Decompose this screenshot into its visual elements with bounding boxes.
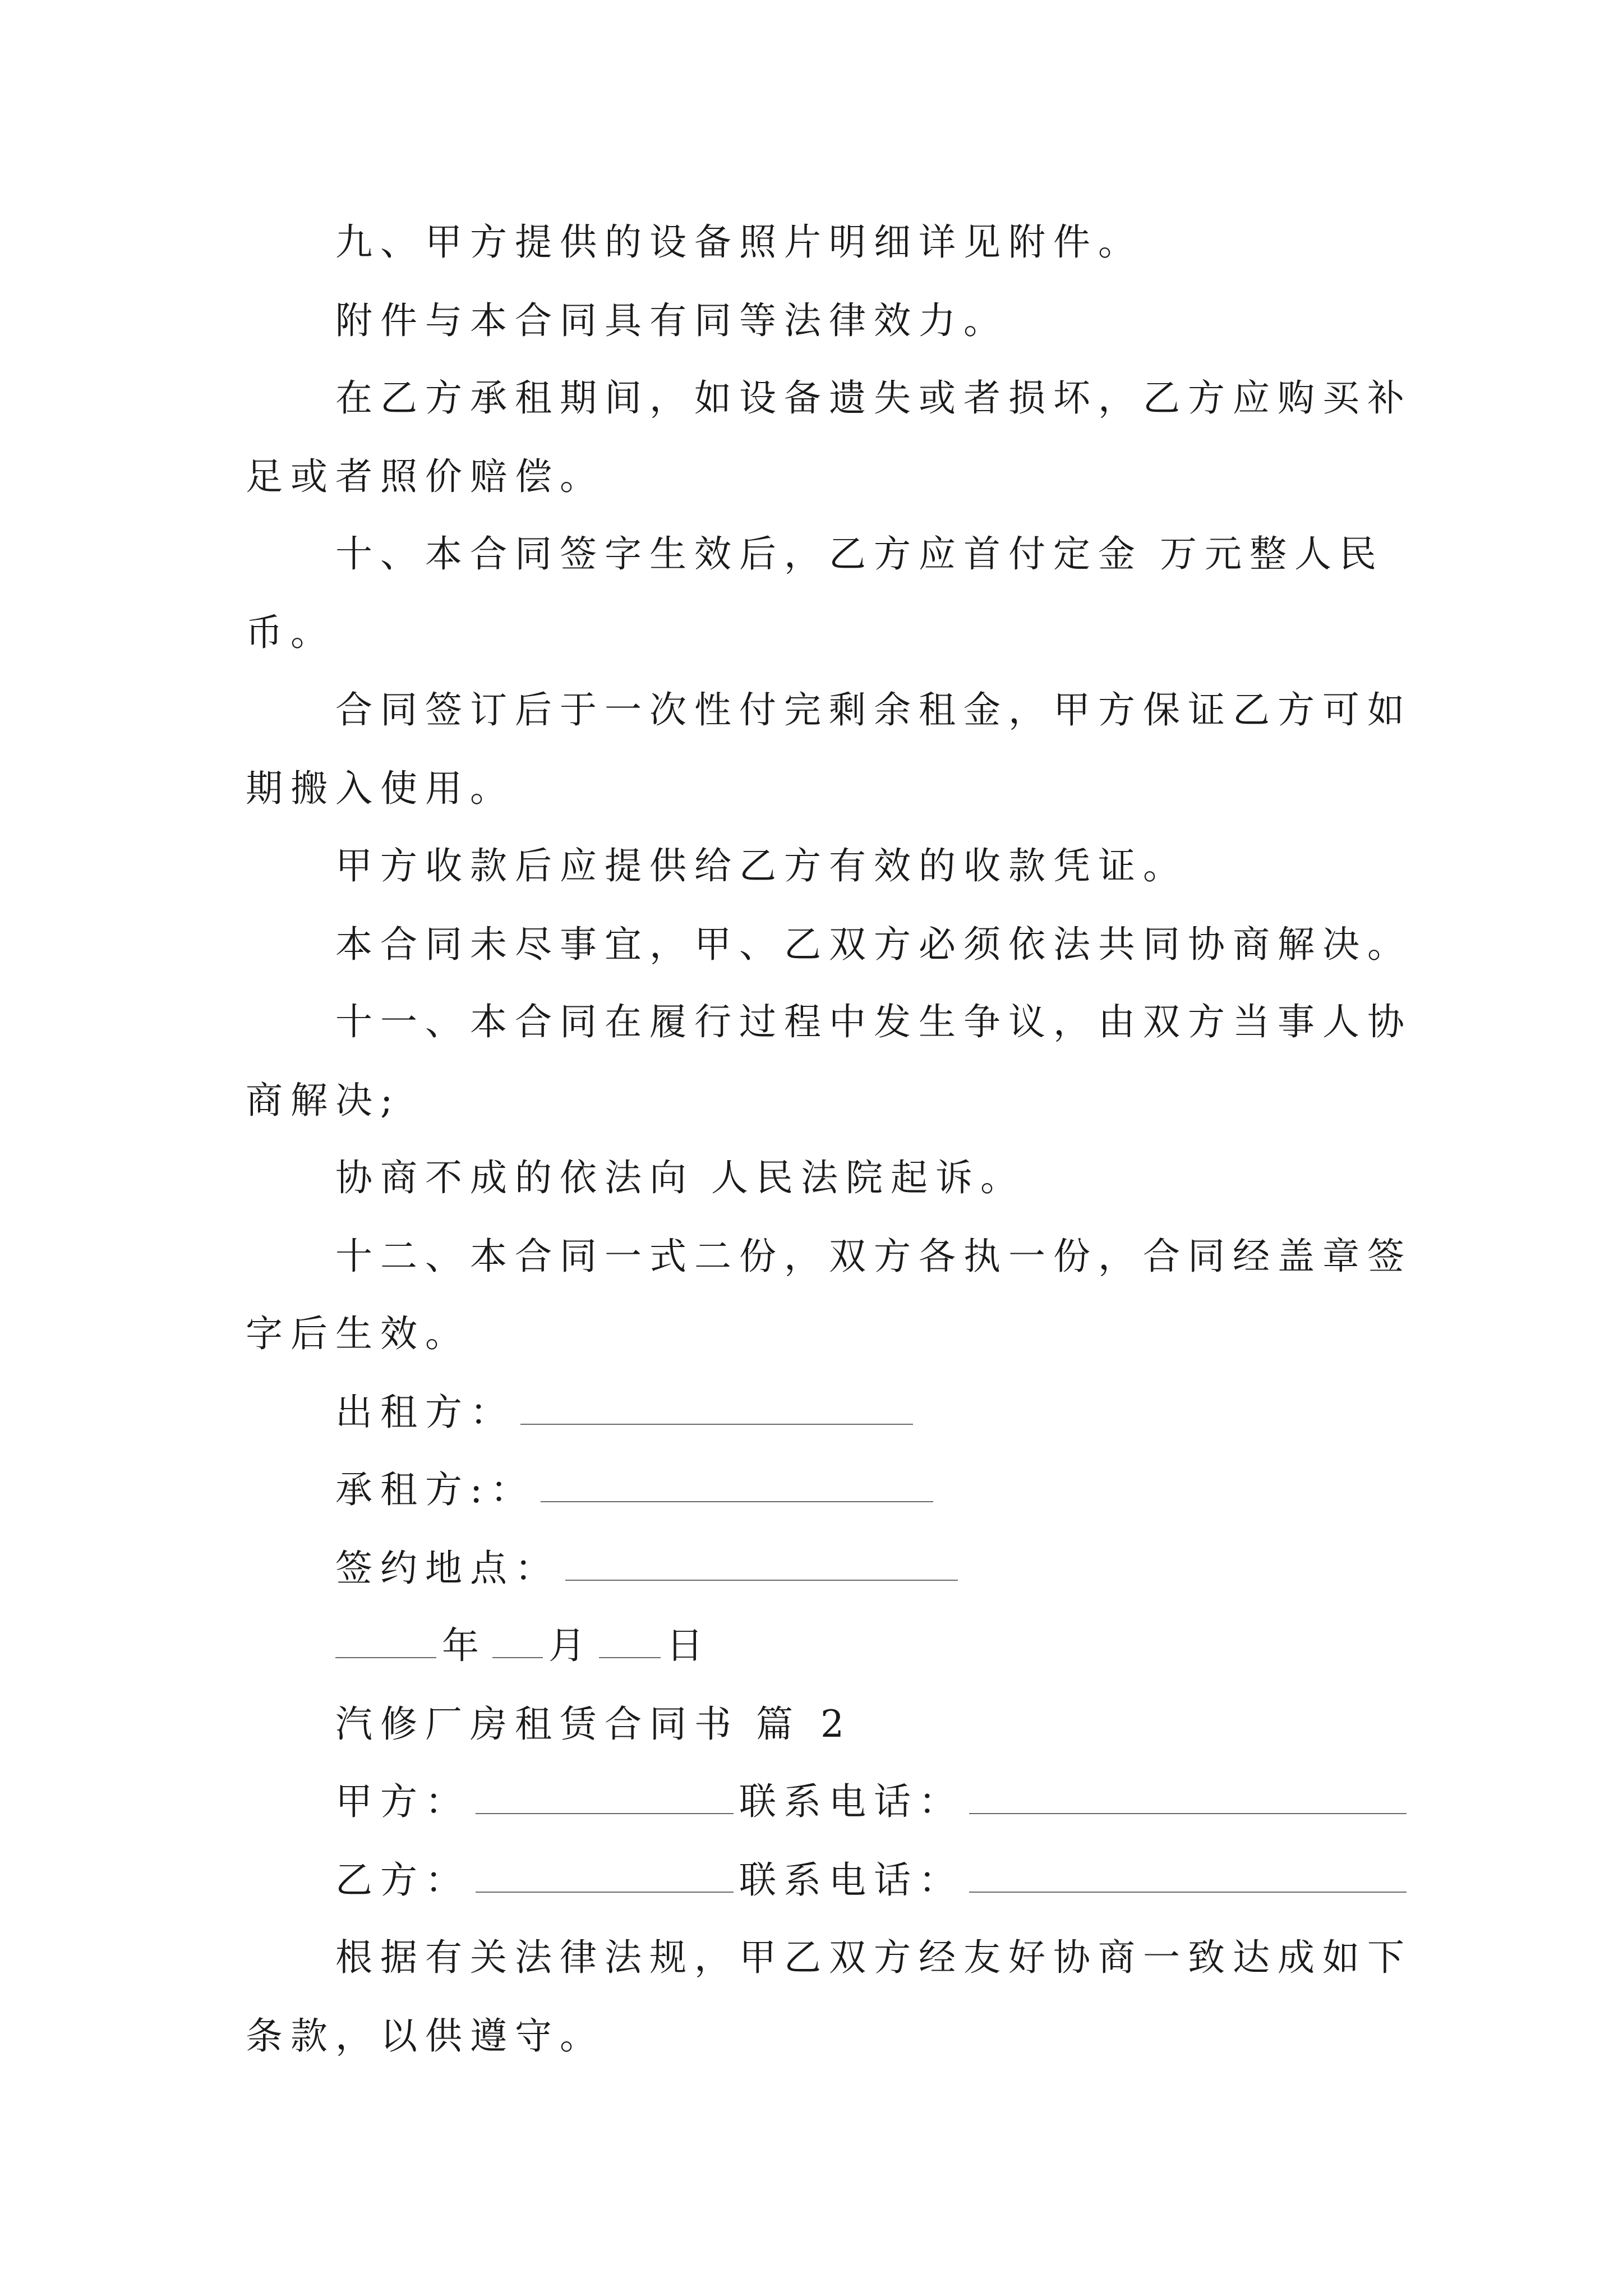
party-b-phone-blank <box>969 1867 1407 1893</box>
signing-place-blank <box>565 1555 958 1581</box>
clause-10-line <box>335 531 1384 578</box>
party-a-phone-blank <box>969 1788 1407 1814</box>
lessee-signature-line <box>335 1466 939 1513</box>
clause-9-line: 九、甲方提供的设备照片明细详见附件。 <box>335 220 1143 264</box>
section-2-intro-line: 根据有关法律法规，甲乙双方经友好协商一致达成如下 <box>335 1936 1412 1979</box>
section-2-title <box>335 1701 852 1748</box>
day-label: 日 <box>666 1624 711 1667</box>
party-b-blank <box>476 1867 734 1893</box>
court-line <box>335 1154 1025 1202</box>
damage-compensation-line: 在乙方承租期间，如设备遗失或者损坏，乙方应购买补 <box>335 376 1412 420</box>
lessor-label: 出租方： <box>335 1391 515 1434</box>
party-a-phone-label: 联系电话： <box>739 1780 963 1823</box>
rent-payment-line: 合同签订后于一次性付完剩余租金，甲方保证乙方可如 <box>335 688 1412 731</box>
clause-12-continuation: 字后生效。 <box>246 1312 470 1355</box>
day-blank <box>599 1632 661 1658</box>
party-b-phone-label: 联系电话： <box>739 1858 963 1902</box>
lessor-blank <box>520 1399 913 1425</box>
rent-payment-continuation: 期搬入使用。 <box>246 767 515 810</box>
damage-compensation-continuation: 足或者照价赔偿。 <box>246 455 605 498</box>
section-2-title-text: 汽修厂房租赁合同书 <box>335 1703 739 1746</box>
party-a-blank <box>476 1788 734 1814</box>
lessor-signature-line <box>335 1389 919 1436</box>
section-2-intro-continuation: 条款，以供遵守。 <box>246 2014 605 2058</box>
clause-11-continuation: 商解决; <box>246 1079 401 1122</box>
date-line <box>335 1622 711 1669</box>
clause-10-continuation: 币。 <box>246 611 335 654</box>
year-label: 年 <box>442 1624 487 1667</box>
signing-place-line <box>335 1545 963 1592</box>
lessee-blank <box>541 1476 933 1502</box>
signing-place-label: 签约地点： <box>335 1547 560 1590</box>
court-text: 协商不成的依法向 <box>335 1156 694 1199</box>
party-b-line <box>335 1857 1412 1904</box>
court-suffix-text: 人民法院起诉。 <box>711 1156 1025 1199</box>
party-b-label: 乙方： <box>335 1858 470 1902</box>
lessee-label: 承租方:： <box>335 1468 536 1511</box>
year-blank <box>335 1632 436 1658</box>
clause-11-line: 十一、本合同在履行过程中发生争议，由双方当事人协 <box>335 1000 1412 1043</box>
section-2-title-suffix: 篇 2 <box>756 1703 852 1746</box>
annex-validity-line: 附件与本合同具有同等法律效力。 <box>335 299 1008 342</box>
deposit-unit-text: 万元整人民 <box>1160 532 1384 576</box>
unresolved-matters-line: 本合同未尽事宜，甲、乙双方必须依法共同协商解决。 <box>335 923 1412 966</box>
party-a-line <box>335 1778 1412 1825</box>
month-blank <box>492 1632 543 1658</box>
month-label: 月 <box>548 1624 593 1667</box>
receipt-line: 甲方收款后应提供给乙方有效的收款凭证。 <box>335 844 1188 887</box>
deposit-text: 十、本合同签字生效后，乙方应首付定金 <box>335 532 1143 576</box>
party-a-label: 甲方： <box>335 1780 470 1823</box>
clause-12-line: 十二、本合同一式二份，双方各执一份，合同经盖章签 <box>335 1235 1412 1278</box>
